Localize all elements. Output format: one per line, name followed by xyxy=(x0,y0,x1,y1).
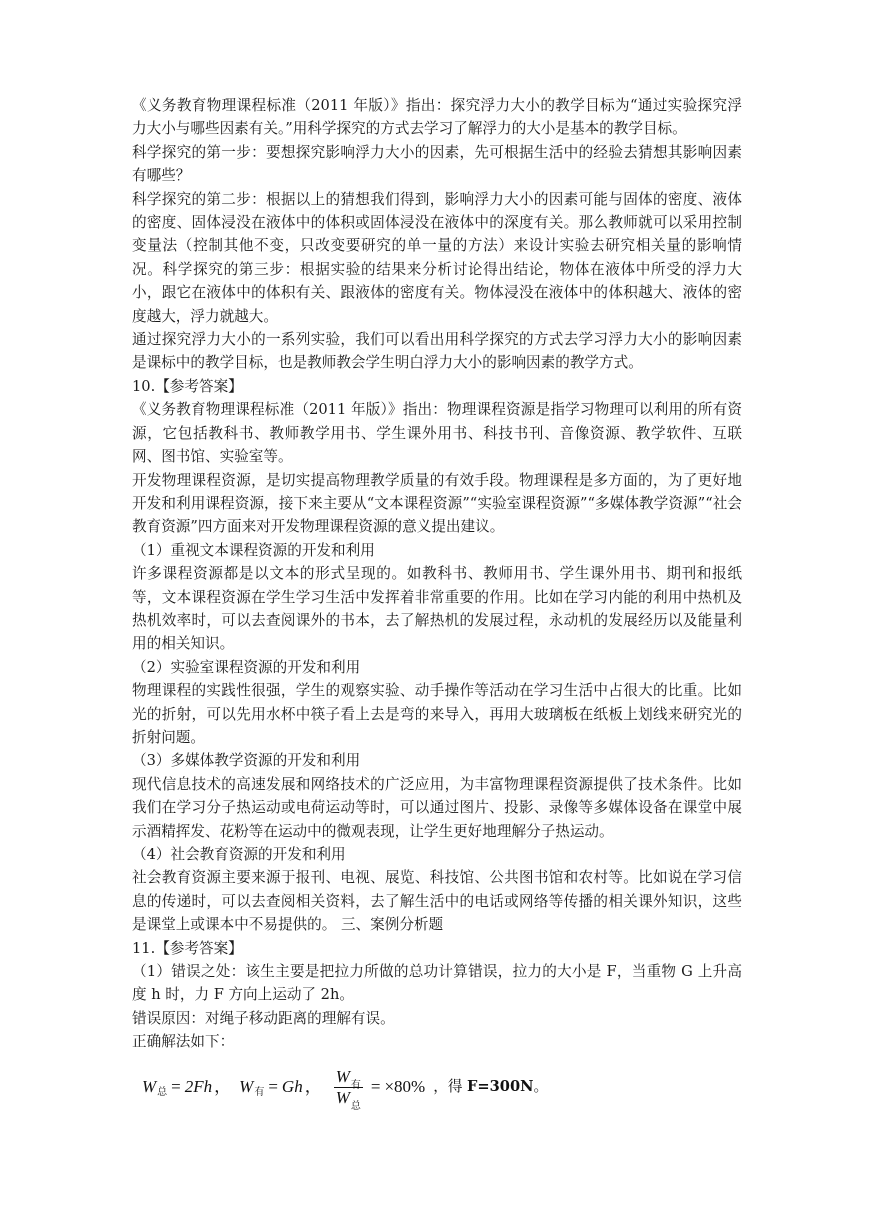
paragraph-13: 正确解法如下： xyxy=(132,1033,235,1051)
paragraph-9: 现代信息技术的高速发展和网络技术的广泛应用，为丰富物理课程资源提供了技术条件。比如我们在学习分子热运动或电荷运动等时，可以通过图片、投影、录像等多媒体设备在课堂中展示酒精挥发、花粉等在运动中的微观表现，让学生更好地理解分子热运动。 xyxy=(132,775,742,840)
answer-heading-11: 11.【参考答案】 xyxy=(132,939,243,957)
paragraph-6: 开发物理课程资源，是切实提高物理教学质量的有效手段。物理课程是多方面的，为了更好地开发和利用课程资源，接下来主要从“文本课程资源”“实验室课程资源”“多媒体教学资源”“社会教育资源”四方面来对开发物理课程资源的意义提出建议。 xyxy=(132,471,742,536)
document-page xyxy=(132,94,742,1112)
paragraph-11: （1）错误之处：该生主要是把拉力所做的总功计算错误，拉力的大小是 F，当重物 G 上升高度 h 时，力 F 方向上运动了 2h。 xyxy=(132,963,742,1004)
formula-useful-work: W 有 = Gh xyxy=(239,1077,303,1099)
paragraph-2: 科学探究的第一步：要想探究影响浮力大小的因素，先可根据生活中的经验去猜想其影响因素有哪些？ xyxy=(132,143,742,185)
subheading-4: （4）社会教育资源的开发和利用 xyxy=(132,846,346,863)
formula-result: ，得 F=300N。 xyxy=(433,1078,549,1096)
paragraph-10: 社会教育资源主要来源于报刊、电视、展览、科技馆、公共图书馆和农村等。比如说在学习信息的传递时，可以去查阅相关资料，去了解生活中的电话或网络等传播的相关课外知识，这些是课堂上或课本中不易提供的。 三、案例分析题 xyxy=(132,869,742,934)
answer-heading-10: 10.【参考答案】 xyxy=(132,377,243,395)
formula-total-work: W 总 = 2Fh xyxy=(142,1077,213,1099)
paragraph-8: 物理课程的实践性很强，学生的观察实验、动手操作等活动在学习生活中占很大的比重。比如光的折射，可以先用水杯中筷子看上去是弯的来导入，再用大玻璃板在纸板上划线来研究光的折射问题。 xyxy=(132,682,742,746)
paragraph-4: 通过探究浮力大小的一系列实验，我们可以看出用科学探究的方式去学习浮力大小的影响因素是课标中的教学目标，也是教师教会学生明白浮力大小的影响因素的教学方式。 xyxy=(132,331,742,372)
paragraph-1: 《义务教育物理课程标准（2011 年版）》指出：探究浮力大小的教学目标为“通过实验探究浮力大小与哪些因素有关。”用科学探究的方式去学习了解浮力的大小是基本的教学目标。 xyxy=(132,97,742,138)
efficiency-fraction: $\frac{W_有}{W_总}$ xyxy=(335,1066,361,1112)
subheading-3: （3）多媒体教学资源的开发和利用 xyxy=(132,752,361,770)
subheading-1: （1）重视文本课程资源的开发和利用 xyxy=(132,541,375,559)
subheading-2: （2）实验室课程资源的开发和利用 xyxy=(132,658,361,676)
paragraph-3: 科学探究的第二步：根据以上的猜想我们得到，影响浮力大小的因素可能与固体的密度、液体的密度、固体浸没在液体中的体积或固体浸没在液体中的深度有关。那么教师就可以采用控制变量法（控制其他不变，只改变要研究的单一量的方法）来设计实验去研究相关量的影响情况。科学探究的第三步：根据实验的结果来分析讨论得出结论，物体在液体中所受的浮力大小，跟它在液体中的体积有关、跟液体的密度有关。物体浸没在液体中的体积越大、液体的密度越大，浮力就越大。 xyxy=(132,190,742,325)
paragraph-12: 错误原因：对绳子移动距离的理解有误。 xyxy=(132,1009,395,1027)
formula-efficiency: $\frac{W_有}{W_总}$ = ×80% xyxy=(335,1066,426,1112)
paragraph-5: 《义务教育物理课程标准（2011 年版）》指出：物理课程资源是指学习物理可以利用的所有资源，它包括教科书、教师教学用书、学生课外用书、科技书刊、音像资源、教学软件、互联网、图书馆、实验室等。 xyxy=(132,401,742,466)
paragraph-7: 许多课程资源都是以文本的形式呈现的。如教科书、教师用书、学生课外用书、期刊和报纸等，文本课程资源在学生学习生活中发挥着非常重要的作用。比如在学习内能的利用中热机及热机效率时，可以去查阅课外的书本，去了解热机的发展过程，永动机的发展经历以及能量利用的相关知识。 xyxy=(132,565,742,653)
solution-formula: W 总 = 2Fh ， W 有 = Gh ， $\frac{W_有}{W_总}$ = ×80% ，得 F=300N。 xyxy=(142,1066,549,1112)
